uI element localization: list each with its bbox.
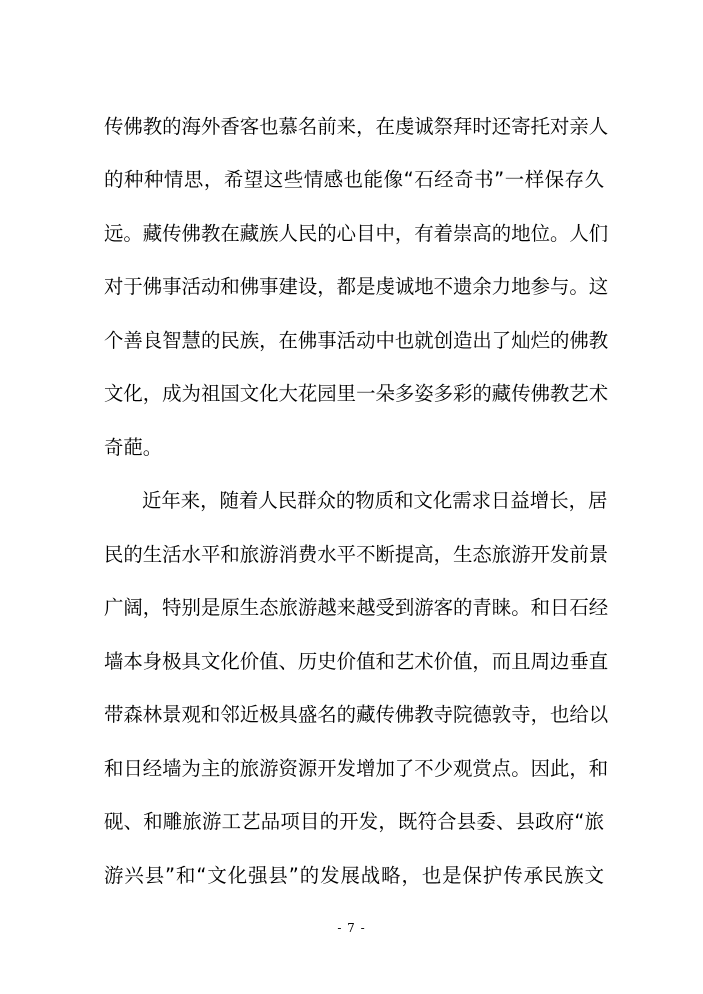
text-line: 文化，成为祖国文化大花园里一朵多姿多彩的藏传佛教艺术 xyxy=(104,382,609,405)
text-line: 远。藏传佛教在藏族人民的心目中，有着崇高的地位。人们 xyxy=(104,222,609,245)
text-line: 游兴县”和“文化强县”的发展战略，也是保护传承民族文 xyxy=(104,864,604,887)
text-line: 广阔，特别是原生态旅游越来越受到游客的青睐。和日石经 xyxy=(104,596,609,619)
page-number: - 7 - xyxy=(337,921,366,935)
text-line: 和日经墙为主的旅游资源开发增加了不少观赏点。因此，和 xyxy=(104,757,609,780)
text-line: 近年来，随着人民群众的物质和文化需求日益增长，居 xyxy=(142,489,608,512)
text-line: 个善良智慧的民族，在佛事活动中也就创造出了灿烂的佛教 xyxy=(104,329,609,352)
text-line: 奇葩。 xyxy=(104,436,163,459)
text-line: 对于佛事活动和佛事建设，都是虔诚地不遗余力地参与。这 xyxy=(104,275,609,298)
text-line: 传佛教的海外香客也慕名前来，在虔诚祭拜时还寄托对亲人 xyxy=(104,115,609,138)
text-line: 的种种情思，希望这些情感也能像“石经奇书”一样保存久 xyxy=(104,168,604,191)
text-line: 带森林景观和邻近极具盛名的藏传佛教寺院德敦寺，也给以 xyxy=(104,703,609,726)
text-line: 砚、和雕旅游工艺品项目的开发，既符合县委、县政府“旅 xyxy=(104,810,604,833)
text-line: 墙本身极具文化价值、历史价值和艺术价值，而且周边垂直 xyxy=(104,650,609,673)
text-line: 民的生活水平和旅游消费水平不断提高，生态旅游开发前景 xyxy=(104,543,609,566)
